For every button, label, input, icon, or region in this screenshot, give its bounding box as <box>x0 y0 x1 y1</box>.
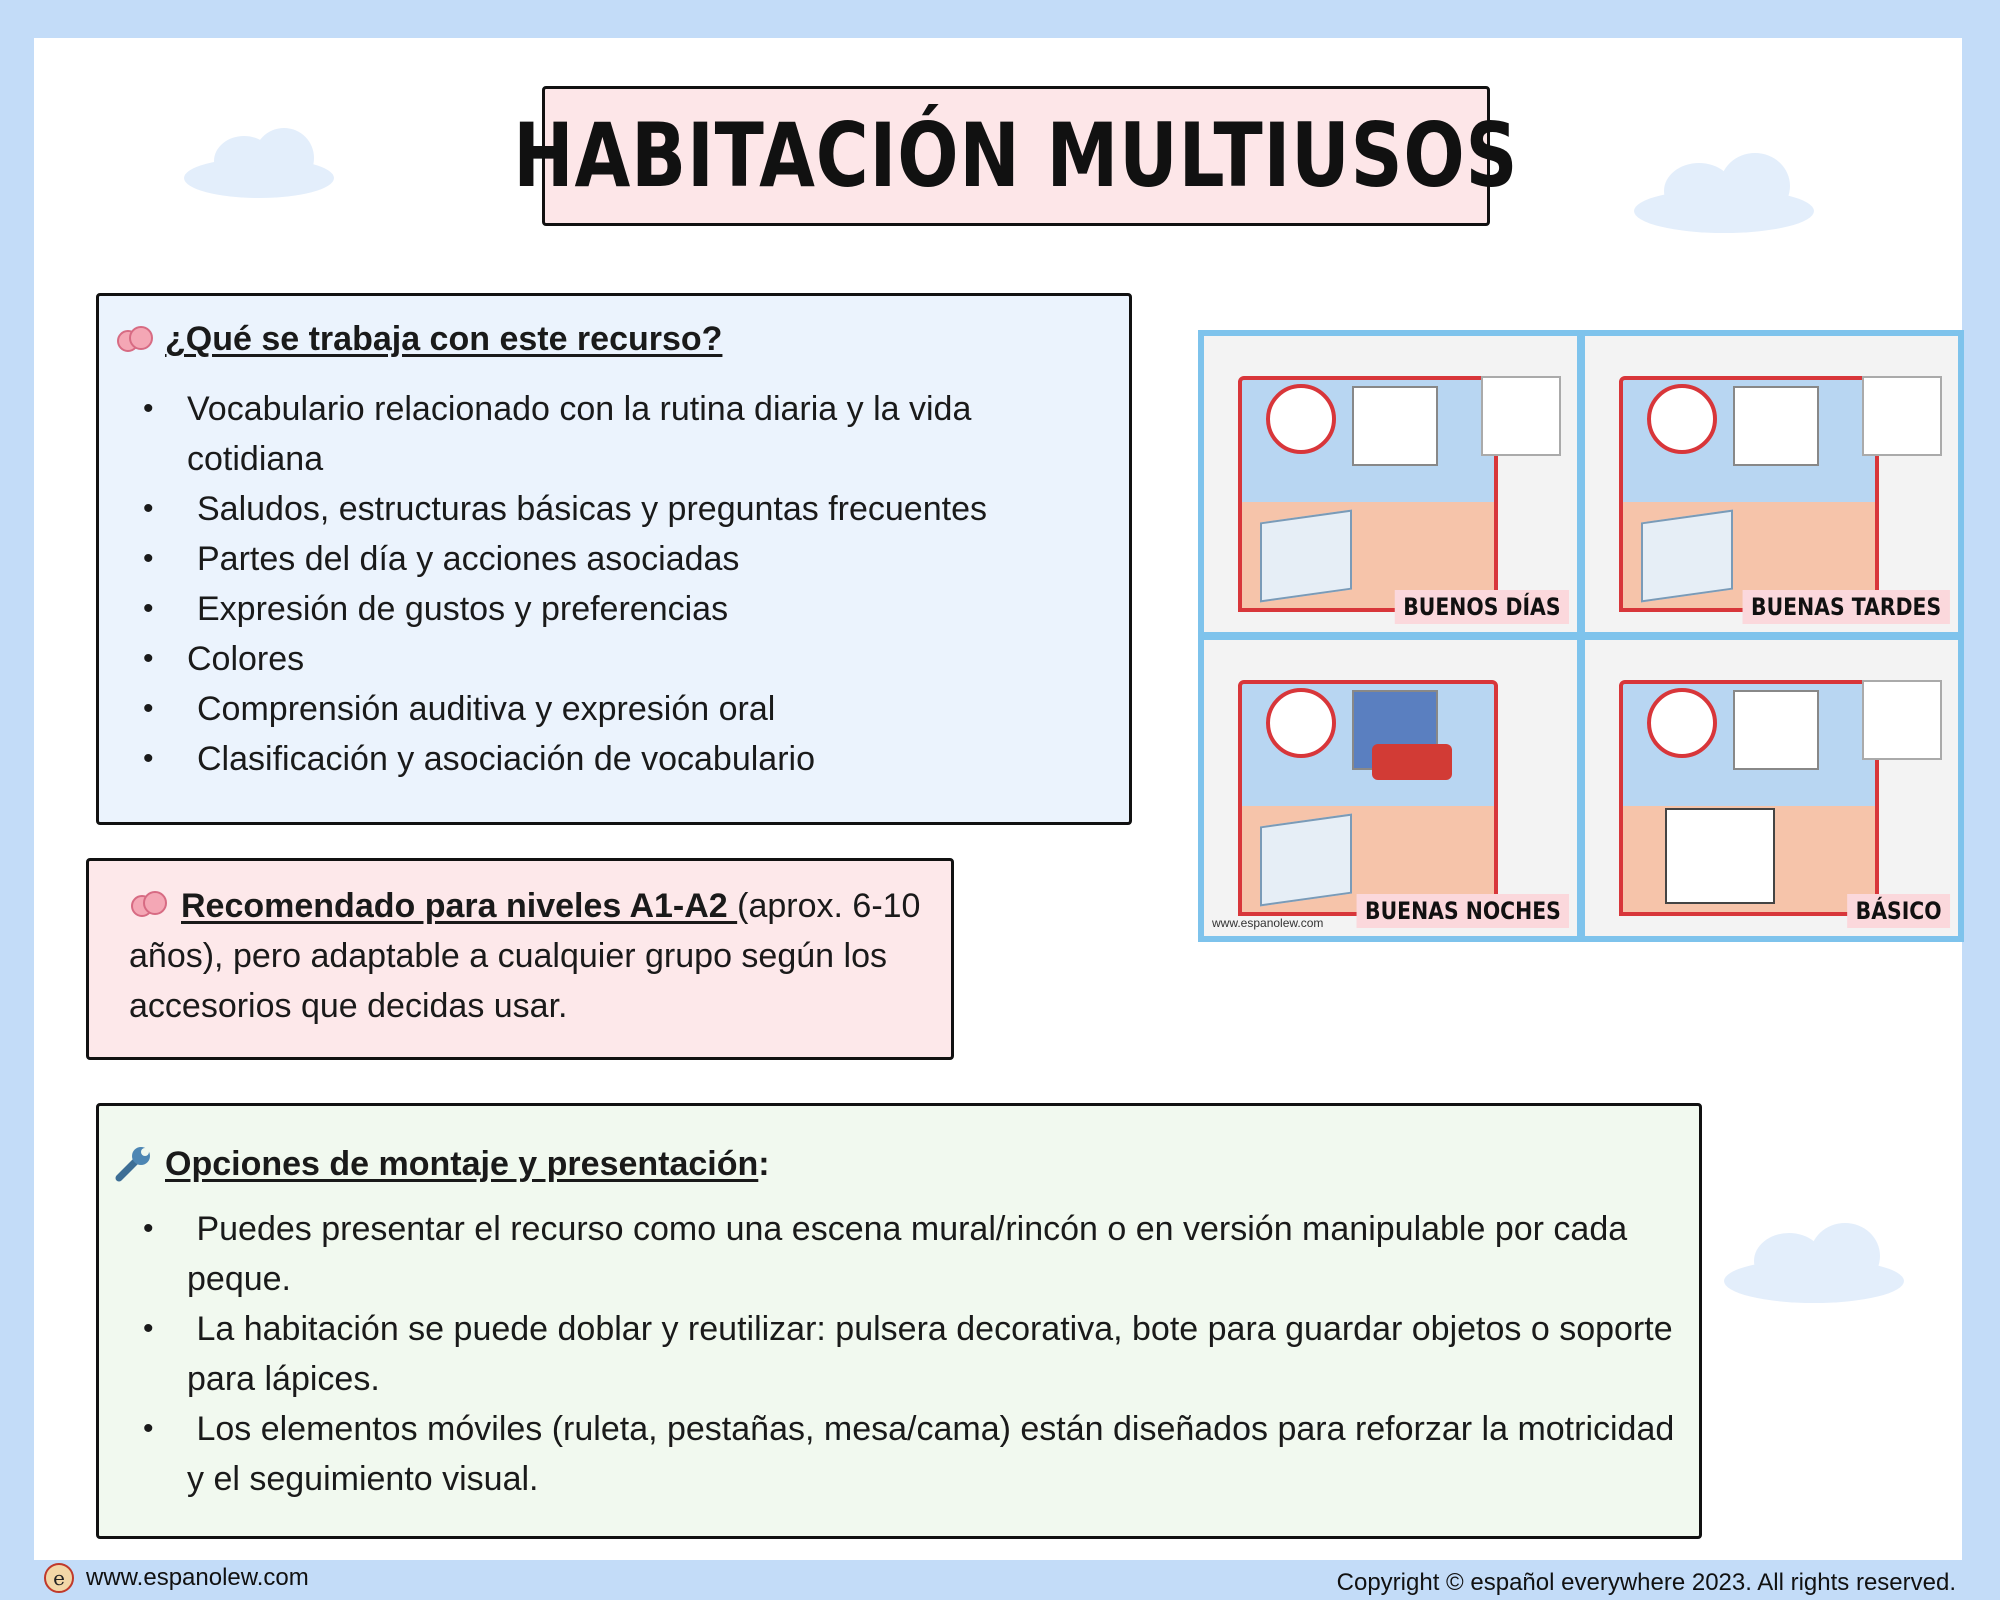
list-item: • Colores <box>135 634 1095 684</box>
work-list <box>135 384 1095 784</box>
list-item: • La habitación se puede doblar y reutilizar: pulsera decorativa, bote para guardar objetos o soporte para lápices. <box>135 1304 1675 1404</box>
cloud-decoration <box>1634 153 1814 233</box>
list-item: • Partes del día y acciones asociadas <box>135 534 1095 584</box>
list-item: • Comprensión auditiva y expresión oral <box>135 684 1095 734</box>
photo-label: BUENOS DÍAS <box>1395 590 1569 624</box>
photo-buenas-noches <box>1204 640 1577 936</box>
section-options <box>96 1103 1702 1539</box>
list-item: • Puedes presentar el recurso como una escena mural/rincón o en versión manipulable por cada peque. <box>135 1204 1675 1304</box>
section-work-title: ¿Qué se trabaja con este recurso? <box>165 320 723 358</box>
level-text: (aprox. 6-10 años), pero adaptable a cualquier grupo según los accesorios que decidas usar. <box>129 887 921 1025</box>
level-lead: Recomendado para niveles A1-A2 <box>181 887 738 925</box>
photo-buenos-dias <box>1204 336 1577 632</box>
footer-website <box>44 1563 309 1593</box>
section-level <box>86 858 954 1060</box>
photo-label: BUENAS TARDES <box>1743 590 1950 624</box>
photo-basico <box>1585 640 1958 936</box>
cloud-decoration <box>184 128 334 198</box>
list-item: • Clasificación y asociación de vocabulario <box>135 734 1095 784</box>
section-options-heading: Opciones de montaje y presentación: <box>113 1144 770 1184</box>
list-item: • Vocabulario relacionado con la rutina diaria y la vida cotidiana <box>135 384 1095 484</box>
page <box>34 38 1962 1560</box>
wrench-icon <box>113 1144 155 1184</box>
brain-icon <box>115 324 155 356</box>
footer-copyright: Copyright © español everywhere 2023. All rights reserved. <box>1336 1569 1956 1596</box>
photo-watermark: www.espanolew.com <box>1212 916 1324 930</box>
brain-icon <box>129 889 169 921</box>
photo-buenas-tardes <box>1585 336 1958 632</box>
footer-url[interactable]: www.espanolew.com <box>86 1564 309 1591</box>
photo-label: BUENAS NOCHES <box>1356 894 1569 928</box>
photo-grid <box>1198 330 1964 942</box>
list-item: • Los elementos móviles (ruleta, pestañas, mesa/cama) están diseñados para reforzar la motricidad y el seguimiento visual. <box>135 1404 1675 1504</box>
options-list <box>135 1204 1675 1504</box>
cloud-decoration <box>1724 1223 1904 1303</box>
list-item: • Saludos, estructuras básicas y preguntas frecuentes <box>135 484 1095 534</box>
section-work-heading <box>115 320 722 359</box>
section-work <box>96 293 1132 825</box>
title-box <box>513 86 1519 226</box>
list-item: • Expresión de gustos y preferencias <box>135 584 1095 634</box>
level-paragraph <box>129 881 929 1031</box>
page-title: HABITACIÓN MULTIUSOS <box>513 104 1519 207</box>
photo-label: BÁSICO <box>1847 894 1950 928</box>
section-options-title: Opciones de montaje y presentación <box>165 1144 759 1183</box>
espanolew-logo-icon: e <box>44 1563 74 1593</box>
